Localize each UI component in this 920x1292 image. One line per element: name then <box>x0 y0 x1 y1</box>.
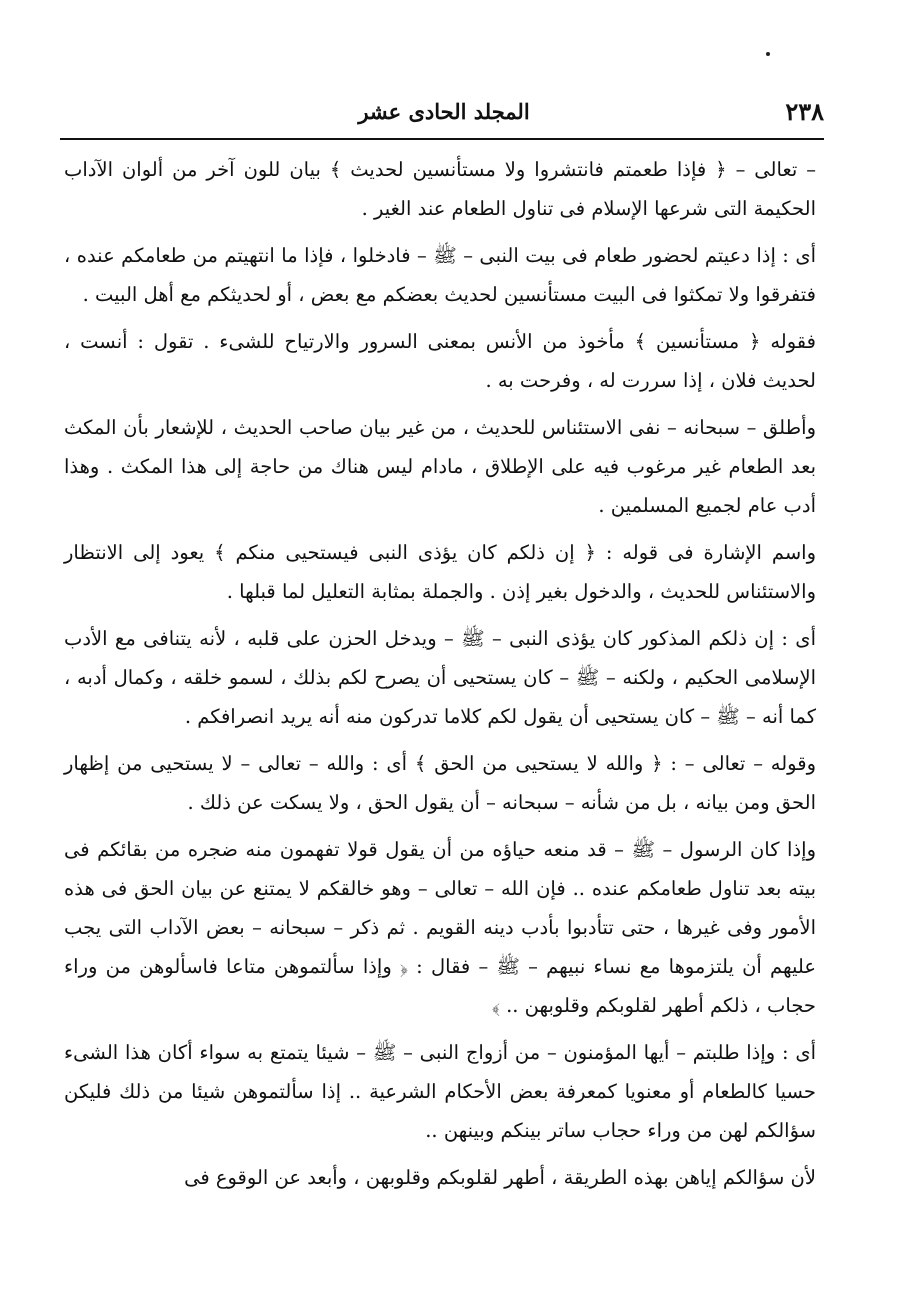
page-speck <box>766 52 770 56</box>
body-text <box>64 150 816 1205</box>
running-title: المجلد الحادى عشر <box>358 99 530 124</box>
paragraph: واسم الإشارة فى قوله : ﴿ إن ذلكم كان يؤذى النبى فيستحيى منكم ﴾ يعود إلى الانتظار والاستئناس للحديث ، والدخول بغير إذن . والجملة بمثابة التعليل لما قبلها . <box>64 541 816 603</box>
paragraph: أى : إن ذلكم المذكور كان يؤذى النبى – ﷺ – ويدخل الحزن على قلبه ، لأنه يتنافى مع الأدب الإسلامى الحكيم ، ولكنه – ﷺ – كان يستحيى أن يصرح لكم بذلك ، لسمو خلقه ، وكمال أدبه ، كما أنه – ﷺ – كان يستحيى أن يقول لكم كلاما تدركون منه أنه يريد انصرافكم . <box>64 627 816 728</box>
header-divider <box>60 138 824 140</box>
paragraph: – تعالى – ﴿ فإذا طعمتم فانتشروا ولا مستأنسين لحديث ﴾ بيان للون آخر من ألوان الآداب الحكيمة التى شرعها الإسلام فى تناول الطعام عند الغير . <box>64 158 816 220</box>
paragraph: وإذا كان الرسول – ﷺ – قد منعه حياؤه من أن يقول قولا تفهمون منه ضجره من بقائكم فى بيته بعد تناول طعامكم عنده .. فإن الله – تعالى – وهو خالقكم لا يمتنع عن بيان الحق فى هذه الأمور وفى غيرها ، حتى تتأدبوا بأدب دينه القويم . ثم ذكر – سبحانه – بعض الآداب التى يجب عليهم أن يلتزموها مع نساء نبيهم – ﷺ – فقال : ﴿ وإذا سألتموهن متاعا فاسألوهن من وراء حجاب ، ذلكم أطهر لقلوبكم وقلوبهن .. ﴾ <box>64 838 816 1017</box>
paragraph: لأن سؤالكم إياهن بهذه الطريقة ، أطهر لقلوبكم وقلوبهن ، وأبعد عن الوقوع فى <box>184 1166 816 1189</box>
paragraph: أى : إذا دعيتم لحضور طعام فى بيت النبى – ﷺ – فادخلوا ، فإذا ما انتهيتم من طعامكم عنده ، فتفرقوا ولا تمكثوا فى البيت مستأنسين لحديث بعضكم مع بعض ، أو لحديثكم مع أهل البيت . <box>64 244 816 306</box>
paragraph: أى : وإذا طلبتم – أيها المؤمنون – من أزواج النبى – ﷺ – شيئا يتمتع به سواء أكان هذا الشىء حسيا كالطعام أو معنويا كمعرفة بعض الأحكام الشرعية .. إذا سألتموهن شيئا من ذلك فليكن سؤالكم لهن من وراء حجاب ساتر بينكم وبينهن .. <box>64 1041 816 1142</box>
paragraph: وقوله – تعالى – : ﴿ والله لا يستحيى من الحق ﴾ أى : والله – تعالى – لا يستحيى من إظهار الحق ومن بيانه ، بل من شأنه – سبحانه – أن يقول الحق ، ولا يسكت عن ذلك . <box>64 752 816 814</box>
page-header <box>64 96 824 136</box>
paragraph: فقوله ﴿ مستأنسين ﴾ مأخوذ من الأنس بمعنى السرور والارتياح للشىء . تقول : أنست ، لحديث فلان ، إذا سررت له ، وفرحت به . <box>64 330 816 392</box>
paragraph: وأطلق – سبحانه – نفى الاستئناس للحديث ، من غير بيان صاحب الحديث ، للإشعار بأن المكث بعد الطعام غير مرغوب فيه على الإطلاق ، مادام ليس هناك من حاجة إلى هذا المكث . وهذا أدب عام لجميع المسلمين . <box>64 416 816 517</box>
page-number: ٢٣٨ <box>785 97 824 126</box>
